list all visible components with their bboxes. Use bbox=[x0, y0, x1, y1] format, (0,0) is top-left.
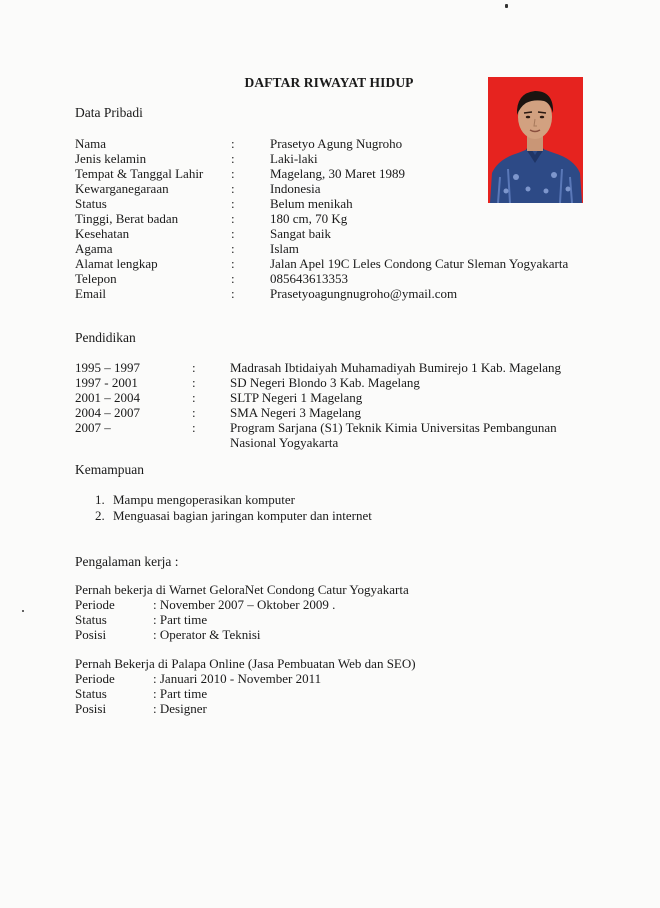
education-heading: Pendidikan bbox=[75, 330, 136, 345]
field-colon: : bbox=[231, 271, 235, 286]
document-title: DAFTAR RIWAYAT HIDUP bbox=[244, 75, 414, 90]
job-detail-value: : Part time bbox=[153, 612, 208, 627]
job-detail-label: Status bbox=[75, 612, 107, 627]
field-colon: : bbox=[231, 151, 235, 166]
field-label: Agama bbox=[75, 241, 113, 256]
education-years: 1995 – 1997 bbox=[75, 360, 140, 375]
education-school: SMA Negeri 3 Magelang bbox=[230, 405, 362, 420]
field-label: Jenis kelamin bbox=[75, 151, 147, 166]
skill-text: Mampu mengoperasikan komputer bbox=[113, 492, 295, 507]
education-colon: : bbox=[192, 420, 196, 435]
field-value: Prasetyo Agung Nugroho bbox=[270, 136, 403, 151]
field-colon: : bbox=[231, 166, 235, 181]
field-colon: : bbox=[231, 211, 235, 226]
scan-speck bbox=[505, 4, 508, 8]
field-value: Islam bbox=[270, 241, 299, 256]
person-photo-icon bbox=[488, 77, 583, 203]
field-label: Telepon bbox=[75, 271, 117, 286]
education-school: Program Sarjana (S1) Teknik Kimia Universitas Pembangunan bbox=[230, 420, 557, 435]
job-detail-value: : Januari 2010 - November 2011 bbox=[153, 671, 322, 686]
field-colon: : bbox=[231, 196, 235, 211]
field-colon: : bbox=[231, 181, 235, 196]
field-value: Laki-laki bbox=[270, 151, 318, 166]
field-value: 085643613353 bbox=[270, 271, 348, 286]
skill-number: 1. bbox=[95, 492, 105, 507]
skill-text: Menguasai bagian jaringan komputer dan internet bbox=[113, 508, 372, 523]
field-value: Belum menikah bbox=[270, 196, 353, 211]
education-colon: : bbox=[192, 375, 196, 390]
scan-speck bbox=[22, 610, 24, 612]
education-colon: : bbox=[192, 360, 196, 375]
field-colon: : bbox=[231, 136, 235, 151]
education-years: 2004 – 2007 bbox=[75, 405, 140, 420]
education-school: Madrasah Ibtidaiyah Muhamadiyah Bumirejo 1 Kab. Magelang bbox=[230, 360, 562, 375]
job-title: Pernah Bekerja di Palapa Online (Jasa Pembuatan Web dan SEO) bbox=[75, 656, 416, 671]
field-value: Jalan Apel 19C Leles Condong Catur Sleman Yogyakarta bbox=[270, 256, 569, 271]
education-school-line2: Nasional Yogyakarta bbox=[230, 435, 339, 450]
field-value: Magelang, 30 Maret 1989 bbox=[270, 166, 406, 181]
job-detail-label: Periode bbox=[75, 597, 115, 612]
field-label: Alamat lengkap bbox=[75, 256, 158, 271]
job-detail-value: : Part time bbox=[153, 686, 208, 701]
field-colon: : bbox=[231, 256, 235, 271]
field-value: Prasetyoagungnugroho@ymail.com bbox=[270, 286, 458, 301]
skills-heading: Kemampuan bbox=[75, 462, 144, 477]
field-label: Kesehatan bbox=[75, 226, 130, 241]
field-label: Nama bbox=[75, 136, 107, 151]
job-detail-value: : Designer bbox=[153, 701, 207, 716]
job-detail-value: : November 2007 – Oktober 2009 . bbox=[153, 597, 336, 612]
field-label: Tempat & Tanggal Lahir bbox=[75, 166, 204, 181]
education-school: SLTP Negeri 1 Magelang bbox=[230, 390, 363, 405]
education-colon: : bbox=[192, 405, 196, 420]
job-detail-value: : Operator & Teknisi bbox=[153, 627, 261, 642]
personal-heading: Data Pribadi bbox=[75, 105, 143, 120]
field-value: Sangat baik bbox=[270, 226, 332, 241]
education-years: 2007 – bbox=[75, 420, 111, 435]
field-value: 180 cm, 70 Kg bbox=[270, 211, 348, 226]
job-detail-label: Posisi bbox=[75, 701, 107, 716]
experience-heading: Pengalaman kerja : bbox=[75, 554, 179, 569]
field-value: Indonesia bbox=[270, 181, 321, 196]
education-years: 1997 - 2001 bbox=[75, 375, 138, 390]
education-school: SD Negeri Blondo 3 Kab. Magelang bbox=[230, 375, 420, 390]
profile-photo bbox=[488, 77, 583, 203]
field-colon: : bbox=[231, 286, 235, 301]
job-detail-label: Periode bbox=[75, 671, 115, 686]
field-label: Email bbox=[75, 286, 107, 301]
job-detail-label: Status bbox=[75, 686, 107, 701]
field-label: Status bbox=[75, 196, 107, 211]
education-years: 2001 – 2004 bbox=[75, 390, 140, 405]
field-colon: : bbox=[231, 226, 235, 241]
job-title: Pernah bekerja di Warnet GeloraNet Condong Catur Yogyakarta bbox=[75, 582, 409, 597]
job-detail-label: Posisi bbox=[75, 627, 107, 642]
education-colon: : bbox=[192, 390, 196, 405]
skill-number: 2. bbox=[95, 508, 105, 523]
field-label: Tinggi, Berat badan bbox=[75, 211, 179, 226]
field-colon: : bbox=[231, 241, 235, 256]
field-label: Kewarganegaraan bbox=[75, 181, 169, 196]
